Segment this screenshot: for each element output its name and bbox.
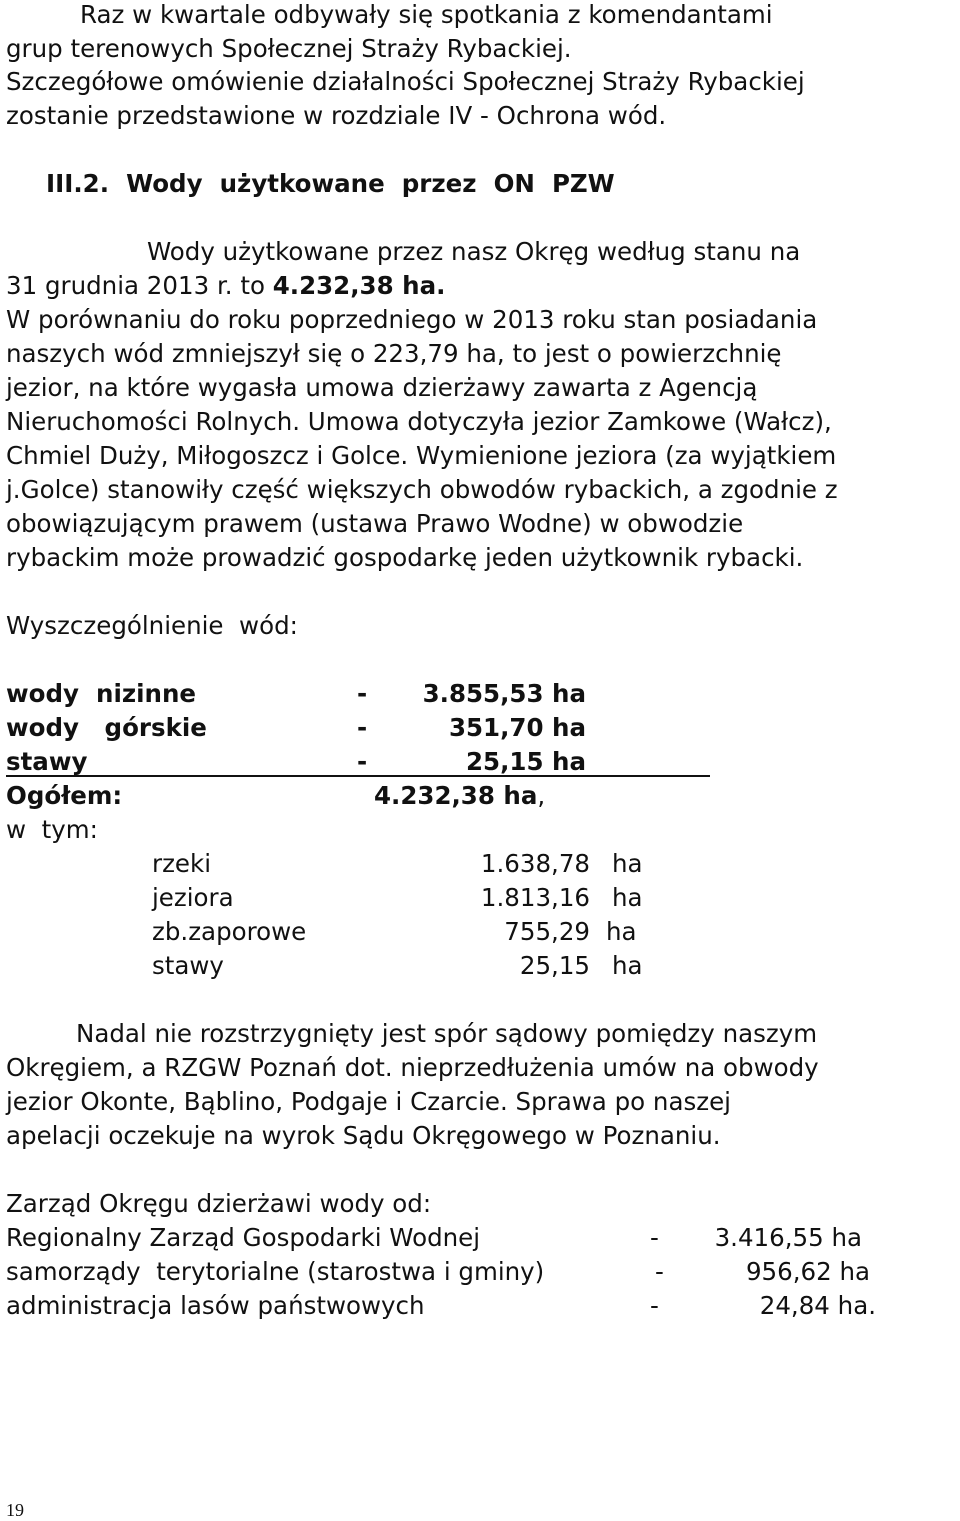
water-value-lowland: 3.855,53 ha [422,679,586,708]
ofwhich-unit-lakes: ha [612,883,643,912]
dispute-line-1: Nadal nie rozstrzygnięty jest spór sądowy pomiędzy naszym [76,1019,818,1048]
ofwhich-value-rivers: 1.638,78 [480,849,590,878]
lease-label-selfgov: samorządy terytorialne (starostwa i gminy) [6,1257,545,1286]
underline-rule [6,775,710,777]
lease-dash-forests: - [650,1291,659,1320]
ofwhich-value-ponds: 25,15 [519,951,590,980]
of-which-label: w tym: [6,815,98,844]
summary-line-1: Wody użytkowane przez nasz Okręg według stanu na [147,237,801,266]
lease-label-forests: administracja lasów państwowych [6,1291,425,1320]
intro-line-3: Szczegółowe omówienie działalności Społecznej Straży Rybackiej [6,67,805,96]
intro-line-2: grup terenowych Społecznej Straży Rybackiej. [6,34,572,63]
comparison-line-3: jezior, na które wygasła umowa dzierżawy zawarta z Agencją [6,373,758,402]
comparison-line-5: Chmiel Duży, Miłogoszcz i Golce. Wymienione jeziora (za wyjątkiem [6,441,837,470]
ofwhich-label-rivers: rzeki [152,849,212,878]
water-dash-mountain: - [357,713,368,742]
total-suffix: , [537,781,546,810]
comparison-line-2: naszych wód zmniejszył się o 223,79 ha, to jest o powierzchnię [6,339,782,368]
page-number: 19 [6,1500,24,1520]
ofwhich-label-reservoirs: zb.zaporowe [152,917,307,946]
water-value-mountain: 351,70 ha [448,713,586,742]
water-dash-lowland: - [357,679,368,708]
summary-plain: 31 grudnia 2013 r. to [6,271,273,300]
intro-line-4: zostanie przedstawione w rozdziale IV - Ochrona wód. [6,101,667,130]
dispute-line-3: jezior Okonte, Bąblino, Podgaje i Czarcie. Sprawa po naszej [6,1087,731,1116]
ofwhich-value-lakes: 1.813,16 [480,883,590,912]
breakdown-title: Wyszczególnienie wód: [6,611,298,640]
comparison-line-4: Nieruchomości Rolnych. Umowa dotyczyła jezior Zamkowe (Wałcz), [6,407,832,436]
lease-label-rzgw: Regionalny Zarząd Gospodarki Wodnej [6,1223,481,1252]
ofwhich-unit-ponds: ha [612,951,643,980]
total-row [374,781,545,811]
water-label-lowland: wody nizinne [6,679,197,708]
comparison-line-8: rybackim może prowadzić gospodarkę jeden użytkownik rybacki. [6,543,804,572]
lease-dash-rzgw: - [650,1223,659,1252]
lease-value-rzgw: 3.416,55 ha [714,1223,862,1252]
dispute-line-4: apelacji oczekuje na wyrok Sądu Okręgowego w Poznaniu. [6,1121,721,1150]
lease-value-forests: 24,84 ha. [759,1291,876,1320]
comparison-line-7: obowiązującym prawem (ustawa Prawo Wodne) w obwodzie [6,509,744,538]
ofwhich-value-reservoirs: 755,29 [504,917,590,946]
lease-dash-selfgov: - [655,1257,664,1286]
summary-total: 4.232,38 ha. [272,271,446,300]
comparison-line-1: W porównaniu do roku poprzedniego w 2013 roku stan posiadania [6,305,818,334]
section-heading: III.2. Wody użytkowane przez ON PZW [46,169,615,198]
lease-value-selfgov: 956,62 ha [745,1257,870,1286]
summary-line-2 [6,271,445,301]
comparison-line-6: j.Golce) stanowiły część większych obwodów rybackich, a zgodnie z [6,475,838,504]
total-value: 4.232,38 ha [374,781,538,810]
lease-title: Zarząd Okręgu dzierżawi wody od: [6,1189,432,1218]
ofwhich-label-ponds: stawy [152,951,224,980]
ofwhich-unit-reservoirs: ha [606,917,637,946]
water-label-ponds: stawy [6,747,88,776]
water-dash-ponds: - [357,747,368,776]
ofwhich-unit-rivers: ha [612,849,643,878]
total-label: Ogółem: [6,781,123,810]
ofwhich-label-lakes: jeziora [152,883,234,912]
water-label-mountain: wody górskie [6,713,207,742]
water-value-ponds: 25,15 ha [466,747,586,776]
intro-line-1: Raz w kwartale odbywały się spotkania z komendantami [80,0,773,29]
dispute-line-2: Okręgiem, a RZGW Poznań dot. nieprzedłużenia umów na obwody [6,1053,819,1082]
